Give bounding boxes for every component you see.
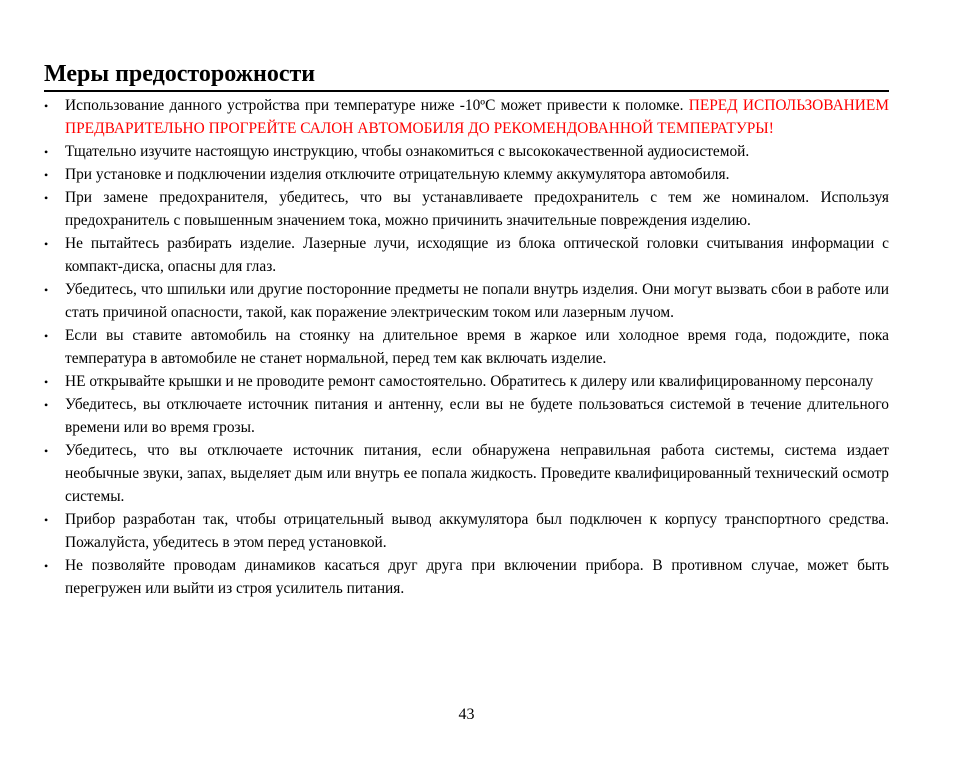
item-text: Убедитесь, что шпильки или другие посторонние предметы не попали внутрь изделия. Они могут вызвать сбои в работе или стать причиной опасности, такой, как поражение электрическим током или лазерным лучом. — [65, 281, 889, 321]
list-item — [44, 324, 889, 370]
bullet-icon: • — [44, 329, 49, 343]
bullet-icon: • — [44, 168, 49, 182]
list-item — [44, 508, 889, 554]
item-text: Не пытайтесь разбирать изделие. Лазерные лучи, исходящие из блока оптической головки считывания информации с компакт-диска, опасны для глаз. — [65, 235, 889, 275]
list-item — [44, 94, 889, 140]
bullet-icon: • — [44, 444, 49, 458]
bullet-icon: • — [44, 375, 49, 389]
list-item — [44, 439, 889, 508]
item-text: Если вы ставите автомобиль на стоянку на длительное время в жаркое или холодное время года, подождите, пока температура в автомобиле не станет нормальной, перед тем как включать изделие. — [65, 327, 889, 367]
item-text: Использование данного устройства при температуре ниже -10ºC может привести к поломке. — [65, 97, 689, 114]
item-text: НЕ открывайте крышки и не проводите ремонт самостоятельно. Обратитесь к дилеру или квалифицированному персоналу — [65, 373, 874, 390]
warning-text: ПЕРЕД ИСПОЛЬЗОВАНИЕМ ПРЕДВАРИТЕЛЬНО ПРОГРЕЙТЕ САЛОН АВТОМОБИЛЯ ДО РЕКОМЕНДОВАННОЙ ТЕМПЕРАТУРЫ! — [65, 97, 889, 137]
list-item — [44, 370, 889, 393]
bullet-icon: • — [44, 237, 49, 251]
page-title: Меры предосторожности — [44, 61, 316, 87]
item-text: Убедитесь, что вы отключаете источник питания, если обнаружена неправильная работа системы, система издает необычные звуки, запах, выделяет дым или внутрь ее попала жидкость. Проведите квалифицированный технический осмотр системы. — [65, 442, 889, 505]
item-text: Не позволяйте проводам динамиков касаться друг друга при включении прибора. В противном случае, может быть перегружен или выйти из строя усилитель питания. — [65, 557, 889, 597]
item-text: При замене предохранителя, убедитесь, что вы устанавливаете предохранитель с тем же номиналом. Используя предохранитель с повышенным значением тока, можно причинить значительные повреждения изделию. — [65, 189, 889, 229]
bullet-icon: • — [44, 283, 49, 297]
item-text: Убедитесь, вы отключаете источник питания и антенну, если вы не будете пользоваться системой в течение длительного времени или во время грозы. — [65, 396, 889, 436]
item-text: Тщательно изучите настоящую инструкцию, чтобы ознакомиться с высококачественной аудиосистемой. — [65, 143, 750, 160]
bullet-icon: • — [44, 559, 49, 573]
bullet-icon: • — [44, 99, 49, 113]
item-text: При установке и подключении изделия отключите отрицательную клемму аккумулятора автомобиля. — [65, 166, 730, 183]
list-item — [44, 393, 889, 439]
list-item — [44, 278, 889, 324]
list-item — [44, 554, 889, 600]
bullet-icon: • — [44, 513, 49, 527]
list-item — [44, 140, 889, 163]
precautions-list — [44, 94, 889, 600]
list-item — [44, 163, 889, 186]
list-item — [44, 186, 889, 232]
title-underline — [44, 90, 889, 92]
item-text: Прибор разработан так, чтобы отрицательный вывод аккумулятора был подключен к корпусу транспортного средства. Пожалуйста, убедитесь в этом перед установкой. — [65, 511, 889, 551]
page-number: 43 — [458, 706, 475, 723]
bullet-icon: • — [44, 191, 49, 205]
bullet-icon: • — [44, 398, 49, 412]
list-item — [44, 232, 889, 278]
bullet-icon: • — [44, 145, 49, 159]
